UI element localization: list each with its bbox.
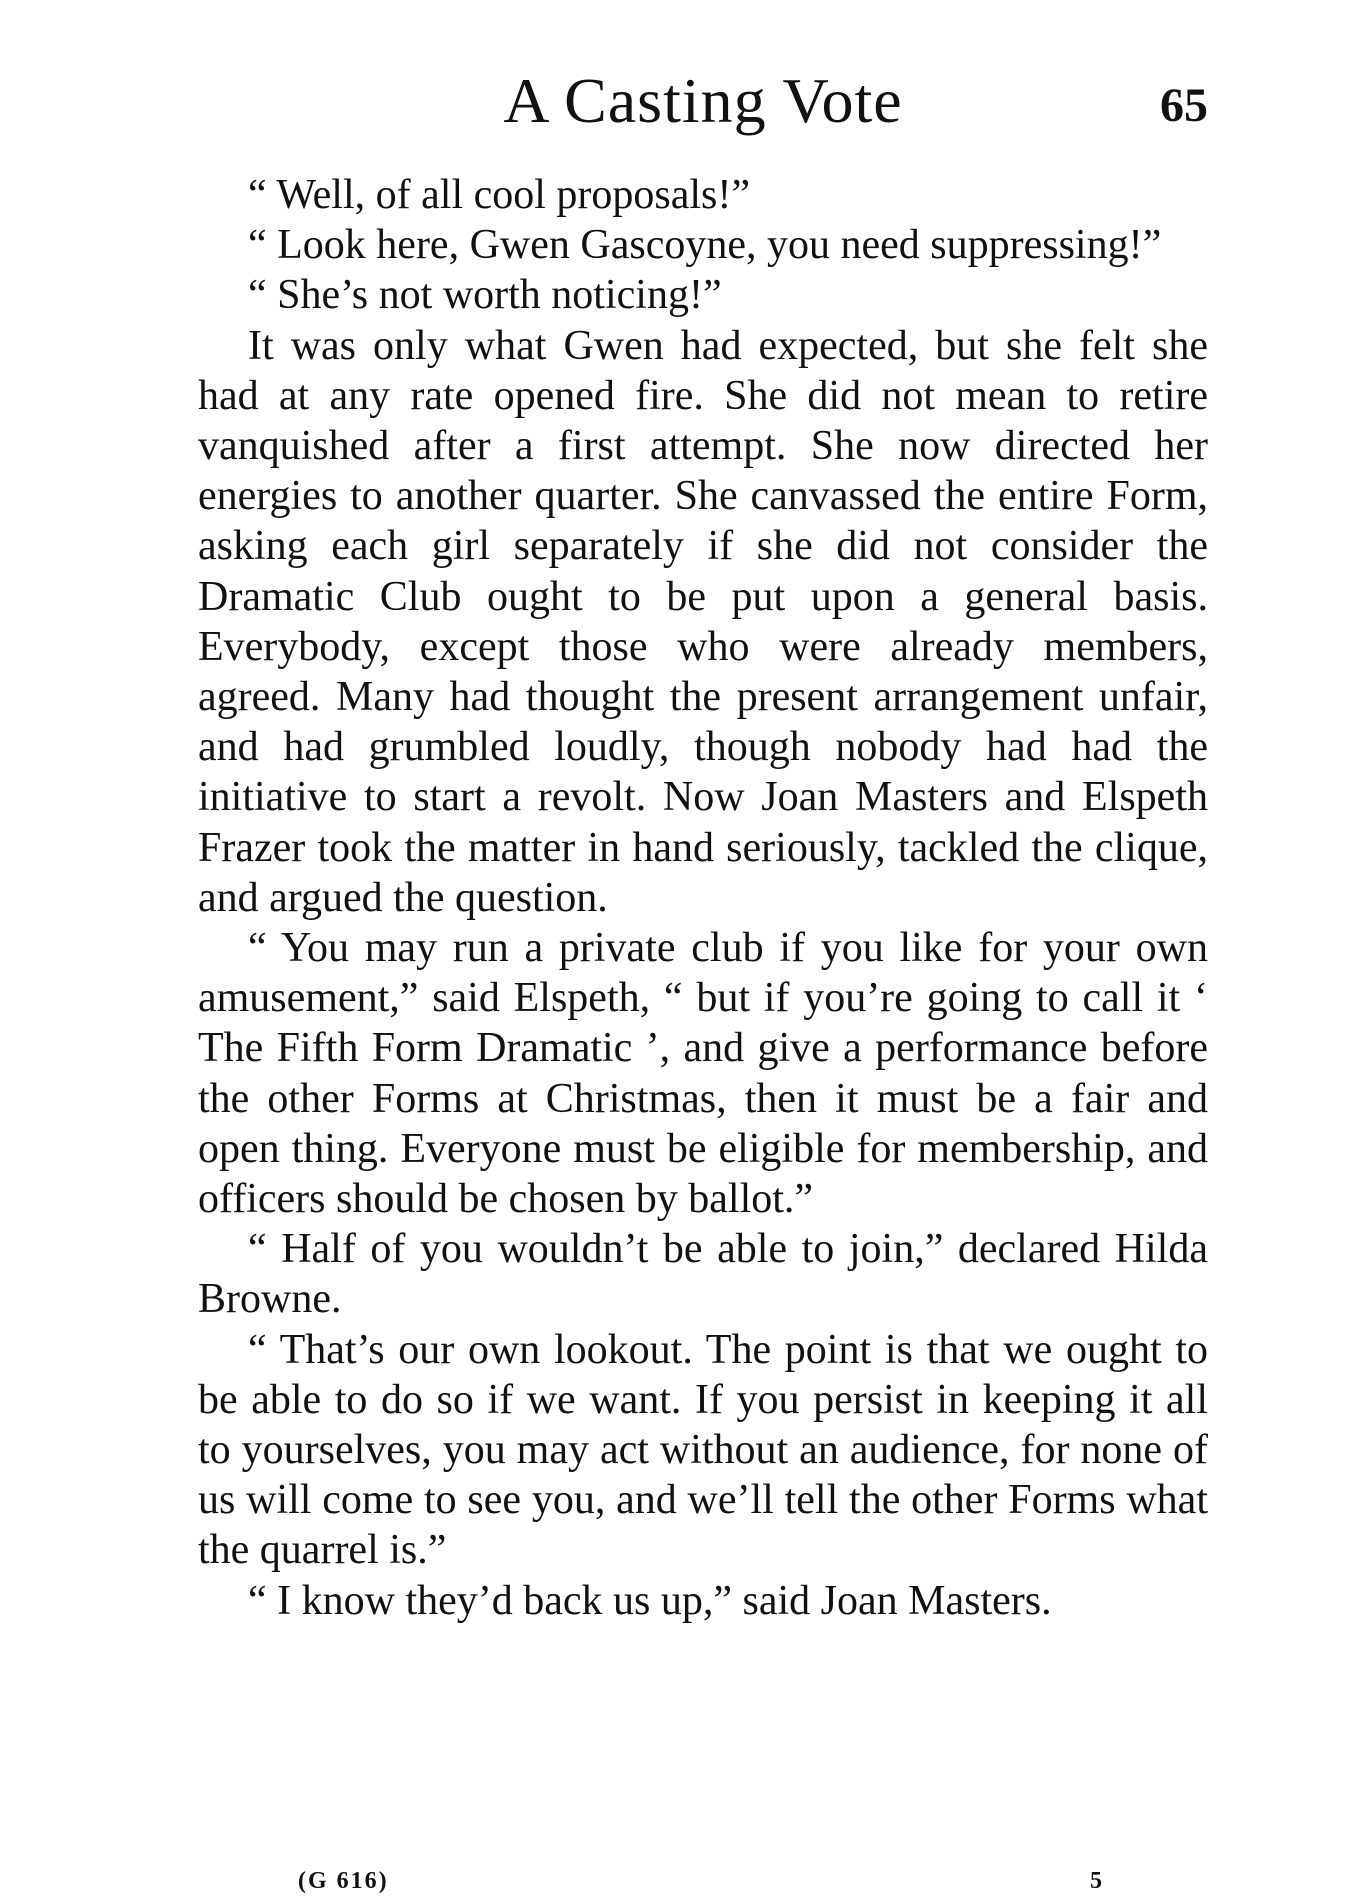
signature-mark: (G 616) bbox=[298, 1868, 389, 1894]
paragraph: “ I know they’d back us up,” said Joan Masters. bbox=[248, 1577, 1052, 1624]
paragraph: “ That’s our own lookout. The point is that we ought to be able to do so if we want. If you persist in keeping it all to yourselves, you may act without an audience, for none of us will come to see you, and we’ll tell the other Forms what the quarrel is.” bbox=[198, 1326, 1208, 1574]
paragraph: “ Look here, Gwen Gascoyne, you need suppressing!” bbox=[248, 222, 1162, 269]
paragraph: It was only what Gwen had expected, but she felt she had at any rate opened fire. She did not mean to retire vanquished after a first attempt. She now directed her energies to another quarter. She canvassed the entire Form, asking each girl separately if she did not consider the Dramatic Club ought to be put upon a general basis. Everybody, except those who were already members, agreed. Many had thought the present arrangement unfair, and had grumbled loudly, though nobody had had the initiative to start a revolt. Now Joan Masters and Elspeth Frazer took the matter in hand seriously, tackled the clique, and argued the question. bbox=[198, 322, 1208, 921]
paragraph: “ Half of you wouldn’t be able to join,” declared Hilda Browne. bbox=[198, 1226, 1208, 1323]
running-header bbox=[198, 56, 1208, 146]
page-footer bbox=[198, 1866, 1208, 1896]
page-number: 65 bbox=[1160, 79, 1208, 132]
body-text bbox=[198, 170, 1208, 1626]
paragraph: “ You may run a private club if you like for your own amusement,” said Elspeth, “ but if you’re going to call it ‘ The Fifth Form Dramatic ’, and give a performance before the other Forms at Christmas, then it must be a fair and open thing. Everyone must be eligible for membership, and officers should be chosen by ballot.” bbox=[198, 925, 1208, 1223]
paragraph: “ Well, of all cool proposals!” bbox=[248, 172, 751, 218]
paragraph: “ She’s not worth noticing!” bbox=[248, 272, 722, 319]
sheet-number: 5 bbox=[1090, 1868, 1102, 1894]
running-title: A Casting Vote bbox=[503, 65, 903, 136]
